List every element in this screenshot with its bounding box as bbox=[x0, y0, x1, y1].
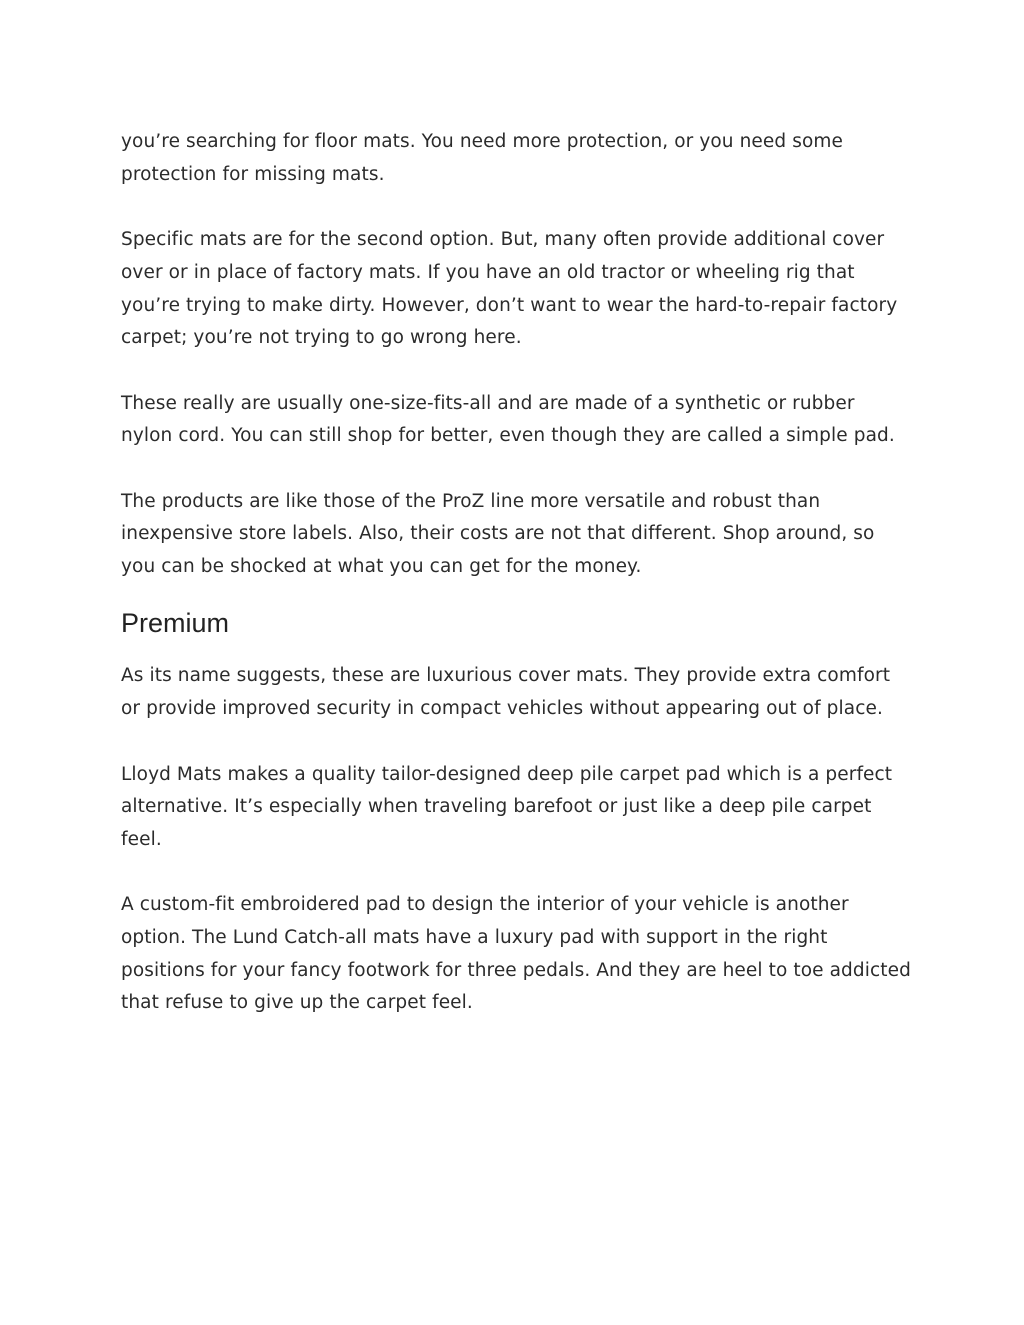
document-body bbox=[121, 126, 911, 1053]
paragraph: These really are usually one-size-fits-all and are made of a synthetic or rubber nylon cord. You can still shop for better, even though they are called a simple pad. bbox=[121, 392, 895, 447]
paragraph: As its name suggests, these are luxurious cover mats. They provide extra comfort or provide improved security in compact vehicles without appearing out of place. bbox=[121, 665, 891, 720]
paragraph: A custom-fit embroidered pad to design the interior of your vehicle is another option. The Lund Catch-all mats have a luxury pad with support in the right positions for your fancy footwork for three pedals. And they are heel to toe addicted that refuse to give up the carpet feel. bbox=[121, 894, 911, 1014]
paragraph: Specific mats are for the second option. But, many often provide additional cover over or in place of factory mats. If you have an old tractor or wheeling rig that you’re trying to make dirty. However, don’t want to wear the hard-to-repair factory carpet; you’re not trying to go wrong here. bbox=[121, 229, 898, 349]
paragraph: The products are like those of the ProZ line more versatile and robust than inexpensive store labels. Also, their costs are not that different. Shop around, so you can be shocked at what you can get for the money. bbox=[121, 490, 875, 578]
section-heading: Premium bbox=[121, 608, 230, 639]
paragraph: Lloyd Mats makes a quality tailor-designed deep pile carpet pad which is a perfect alternative. It’s especially when traveling barefoot or just like a deep pile carpet feel. bbox=[121, 763, 893, 850]
paragraph: you’re searching for floor mats. You need more protection, or you need some protection for missing mats. bbox=[121, 131, 843, 185]
